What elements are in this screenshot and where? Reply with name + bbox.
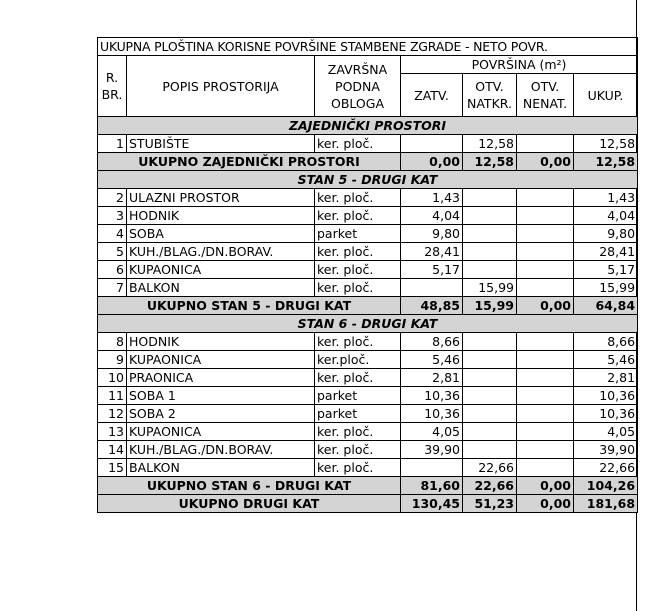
row-number: 15 — [98, 459, 127, 477]
area-open-covered: 22,66 — [463, 459, 517, 477]
header-povrsina: POVRŠINA (m²) — [401, 56, 638, 74]
grand-total-closed: 130,45 — [401, 495, 463, 513]
table-row — [98, 369, 638, 387]
row-number: 3 — [98, 207, 127, 225]
floor-finish: ker. ploč. — [315, 333, 401, 351]
floor-finish: ker. ploč. — [315, 243, 401, 261]
room-name: KUH./BLAG./DN.BORAV. — [127, 243, 315, 261]
table-row — [98, 459, 638, 477]
area-open-covered — [463, 351, 517, 369]
row-number: 4 — [98, 225, 127, 243]
table-title: UKUPNA PLOŠTINA KORISNE POVRŠINE STAMBENE ZGRADE - NETO POVR. — [98, 38, 638, 56]
row-number: 9 — [98, 351, 127, 369]
area-closed: 10,36 — [401, 405, 463, 423]
section-total-label: UKUPNO ZAJEDNIČKI PROSTORI — [98, 153, 401, 171]
section-total-row — [98, 297, 638, 315]
area-total: 4,04 — [574, 207, 638, 225]
row-number: 1 — [98, 135, 127, 153]
area-total: 10,36 — [574, 387, 638, 405]
area-total: 8,66 — [574, 333, 638, 351]
section-header-row — [98, 171, 638, 189]
section-title: STAN 5 - DRUGI KAT — [98, 171, 638, 189]
area-open-uncovered — [517, 459, 574, 477]
area-total: 4,05 — [574, 423, 638, 441]
area-total: 1,43 — [574, 189, 638, 207]
area-closed: 8,66 — [401, 333, 463, 351]
table-row — [98, 441, 638, 459]
floor-finish: ker. ploč. — [315, 135, 401, 153]
area-open-uncovered — [517, 405, 574, 423]
total-area: 64,84 — [574, 297, 638, 315]
area-total: 5,17 — [574, 261, 638, 279]
row-number: 5 — [98, 243, 127, 261]
area-closed: 28,41 — [401, 243, 463, 261]
row-number: 10 — [98, 369, 127, 387]
grand-total-open-covered: 51,23 — [463, 495, 517, 513]
area-closed: 5,17 — [401, 261, 463, 279]
room-name: BALKON — [127, 279, 315, 297]
area-closed: 2,81 — [401, 369, 463, 387]
floor-finish: parket — [315, 387, 401, 405]
table-body — [98, 38, 638, 513]
area-closed: 1,43 — [401, 189, 463, 207]
room-name: KUPAONICA — [127, 423, 315, 441]
table-row — [98, 135, 638, 153]
room-name: SOBA — [127, 225, 315, 243]
table-row — [98, 423, 638, 441]
table-row — [98, 225, 638, 243]
area-total: 28,41 — [574, 243, 638, 261]
area-open-uncovered — [517, 369, 574, 387]
area-open-covered — [463, 441, 517, 459]
section-header-row — [98, 315, 638, 333]
section-title: STAN 6 - DRUGI KAT — [98, 315, 638, 333]
floor-finish: ker. ploč. — [315, 423, 401, 441]
room-name: STUBIŠTE — [127, 135, 315, 153]
total-open-uncovered: 0,00 — [517, 477, 574, 495]
row-number: 8 — [98, 333, 127, 351]
area-open-uncovered — [517, 261, 574, 279]
header-row-1 — [98, 56, 638, 74]
table-row — [98, 351, 638, 369]
grand-total-row — [98, 495, 638, 513]
row-number: 13 — [98, 423, 127, 441]
room-name: SOBA 1 — [127, 387, 315, 405]
area-open-covered — [463, 243, 517, 261]
section-total-label: UKUPNO STAN 6 - DRUGI KAT — [98, 477, 401, 495]
room-name: KUPAONICA — [127, 351, 315, 369]
floor-finish: ker. ploč. — [315, 441, 401, 459]
floor-finish: parket — [315, 405, 401, 423]
area-closed — [401, 279, 463, 297]
row-number: 11 — [98, 387, 127, 405]
room-name: HODNIK — [127, 333, 315, 351]
area-open-uncovered — [517, 207, 574, 225]
header-ukup: UKUP. — [574, 74, 638, 117]
area-open-uncovered — [517, 243, 574, 261]
table-row — [98, 279, 638, 297]
floor-finish: ker. ploč. — [315, 369, 401, 387]
area-open-covered — [463, 207, 517, 225]
grand-total-area: 181,68 — [574, 495, 638, 513]
total-open-uncovered: 0,00 — [517, 153, 574, 171]
total-area: 104,26 — [574, 477, 638, 495]
area-total: 9,80 — [574, 225, 638, 243]
header-popis: POPIS PROSTORIJA — [127, 56, 315, 117]
grand-total-label: UKUPNO DRUGI KAT — [98, 495, 401, 513]
area-total: 12,58 — [574, 135, 638, 153]
area-open-uncovered — [517, 333, 574, 351]
area-closed: 4,04 — [401, 207, 463, 225]
area-open-uncovered — [517, 387, 574, 405]
area-open-uncovered — [517, 441, 574, 459]
area-open-uncovered — [517, 423, 574, 441]
floor-finish: ker.ploč. — [315, 351, 401, 369]
table-row — [98, 333, 638, 351]
area-closed: 5,46 — [401, 351, 463, 369]
area-open-uncovered — [517, 135, 574, 153]
area-open-covered — [463, 261, 517, 279]
area-total: 39,90 — [574, 441, 638, 459]
room-name: SOBA 2 — [127, 405, 315, 423]
header-otv-nenat: OTV. NENAT. — [517, 74, 574, 117]
row-number: 6 — [98, 261, 127, 279]
row-number: 14 — [98, 441, 127, 459]
room-name: KUH./BLAG./DN.BORAV. — [127, 441, 315, 459]
room-name: PRAONICA — [127, 369, 315, 387]
area-total: 2,81 — [574, 369, 638, 387]
section-total-label: UKUPNO STAN 5 - DRUGI KAT — [98, 297, 401, 315]
section-total-row — [98, 477, 638, 495]
room-name: ULAZNI PROSTOR — [127, 189, 315, 207]
area-total: 22,66 — [574, 459, 638, 477]
total-open-uncovered: 0,00 — [517, 297, 574, 315]
area-total: 10,36 — [574, 405, 638, 423]
total-area: 12,58 — [574, 153, 638, 171]
total-closed: 81,60 — [401, 477, 463, 495]
area-open-uncovered — [517, 351, 574, 369]
area-total: 15,99 — [574, 279, 638, 297]
area-open-covered — [463, 189, 517, 207]
grand-total-open-uncovered: 0,00 — [517, 495, 574, 513]
table-row — [98, 405, 638, 423]
total-closed: 48,85 — [401, 297, 463, 315]
area-closed: 39,90 — [401, 441, 463, 459]
total-open-covered: 15,99 — [463, 297, 517, 315]
area-open-uncovered — [517, 225, 574, 243]
section-title: ZAJEDNIČKI PROSTORI — [98, 117, 638, 135]
floor-finish: ker. ploč. — [315, 459, 401, 477]
table-row — [98, 189, 638, 207]
header-rbr: R. BR. — [98, 56, 127, 117]
area-open-covered: 12,58 — [463, 135, 517, 153]
area-table — [97, 37, 638, 513]
total-open-covered: 22,66 — [463, 477, 517, 495]
header-zatv: ZATV. — [401, 74, 463, 117]
area-open-uncovered — [517, 189, 574, 207]
area-open-covered — [463, 405, 517, 423]
row-number: 12 — [98, 405, 127, 423]
area-closed — [401, 459, 463, 477]
row-number: 2 — [98, 189, 127, 207]
area-open-covered — [463, 423, 517, 441]
room-name: BALKON — [127, 459, 315, 477]
area-open-covered: 15,99 — [463, 279, 517, 297]
table-row — [98, 243, 638, 261]
table-row — [98, 387, 638, 405]
area-open-uncovered — [517, 279, 574, 297]
section-header-row — [98, 117, 638, 135]
floor-finish: ker. ploč. — [315, 279, 401, 297]
floor-finish: parket — [315, 225, 401, 243]
table-row — [98, 207, 638, 225]
area-open-covered — [463, 333, 517, 351]
area-open-covered — [463, 225, 517, 243]
area-open-covered — [463, 369, 517, 387]
room-name: KUPAONICA — [127, 261, 315, 279]
row-number: 7 — [98, 279, 127, 297]
area-total: 5,46 — [574, 351, 638, 369]
header-otv-natkr: OTV. NATKR. — [463, 74, 517, 117]
area-closed — [401, 135, 463, 153]
header-obloga: ZAVRŠNA PODNA OBLOGA — [315, 56, 401, 117]
table-row — [98, 261, 638, 279]
area-closed: 4,05 — [401, 423, 463, 441]
area-open-covered — [463, 387, 517, 405]
total-closed: 0,00 — [401, 153, 463, 171]
room-name: HODNIK — [127, 207, 315, 225]
section-total-row — [98, 153, 638, 171]
total-open-covered: 12,58 — [463, 153, 517, 171]
area-closed: 9,80 — [401, 225, 463, 243]
area-closed: 10,36 — [401, 387, 463, 405]
floor-finish: ker. ploč. — [315, 189, 401, 207]
title-row — [98, 38, 638, 56]
floor-finish: ker. ploč. — [315, 207, 401, 225]
floor-finish: ker. ploč. — [315, 261, 401, 279]
